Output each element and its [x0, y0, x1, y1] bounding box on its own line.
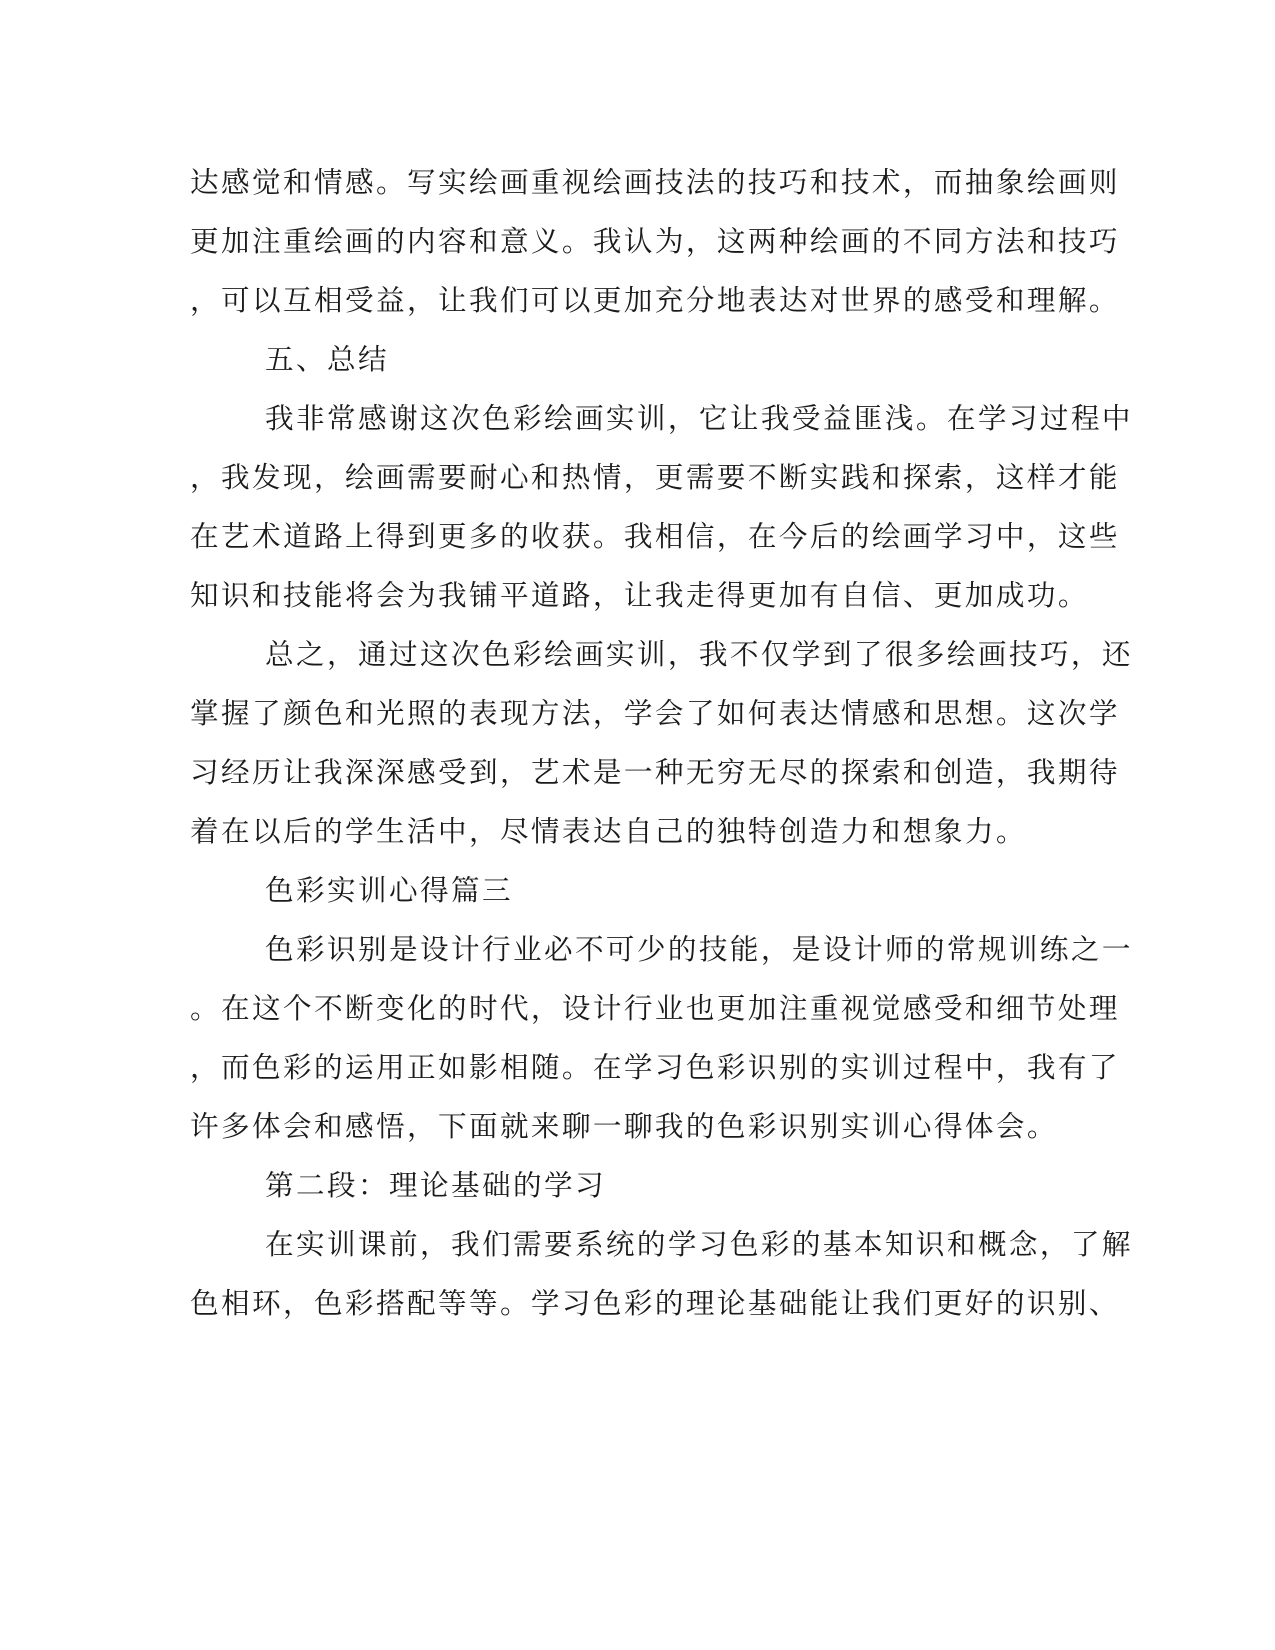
text-line: 许多体会和感悟，下面就来聊一聊我的色彩识别实训心得体会。: [190, 1109, 1058, 1143]
text-line: 色相环，色彩搭配等等。学习色彩的理论基础能让我们更好的识别、: [190, 1286, 1120, 1320]
paragraph-first-line: 总之，通过这次色彩绘画实训，我不仅学到了很多绘画技巧，还: [265, 637, 1133, 671]
text-line: 知识和技能将会为我铺平道路，让我走得更加有自信、更加成功。: [190, 578, 1089, 612]
text-line: 。在这个不断变化的时代，设计行业也更加注重视觉感受和细节处理: [190, 991, 1120, 1025]
text-line: ，可以互相受益，让我们可以更加充分地表达对世界的感受和理解。: [190, 283, 1120, 317]
paragraph-first-line: 在实训课前，我们需要系统的学习色彩的基本知识和概念，了解: [265, 1227, 1133, 1261]
text-line: 更加注重绘画的内容和意义。我认为，这两种绘画的不同方法和技巧: [190, 224, 1120, 258]
text-line: ，我发现，绘画需要耐心和热情，更需要不断实践和探索，这样才能: [190, 460, 1120, 494]
section-heading: 第二段：理论基础的学习: [265, 1168, 606, 1202]
text-line: 达感觉和情感。写实绘画重视绘画技法的技巧和技术，而抽象绘画则: [190, 165, 1120, 199]
paragraph-first-line: 色彩识别是设计行业必不可少的技能，是设计师的常规训练之一: [265, 932, 1133, 966]
text-line: 习经历让我深深感受到，艺术是一种无穷无尽的探索和创造，我期待: [190, 755, 1120, 789]
text-line: 着在以后的学生活中，尽情表达自己的独特创造力和想象力。: [190, 814, 1027, 848]
text-line: 掌握了颜色和光照的表现方法，学会了如何表达情感和思想。这次学: [190, 696, 1120, 730]
text-line: ，而色彩的运用正如影相随。在学习色彩识别的实训过程中，我有了: [190, 1050, 1120, 1084]
section-heading: 五、总结: [265, 342, 389, 376]
text-line: 在艺术道路上得到更多的收获。我相信，在今后的绘画学习中，这些: [190, 519, 1120, 553]
paragraph-first-line: 我非常感谢这次色彩绘画实训，它让我受益匪浅。在学习过程中: [265, 401, 1133, 435]
section-heading: 色彩实训心得篇三: [265, 873, 513, 907]
